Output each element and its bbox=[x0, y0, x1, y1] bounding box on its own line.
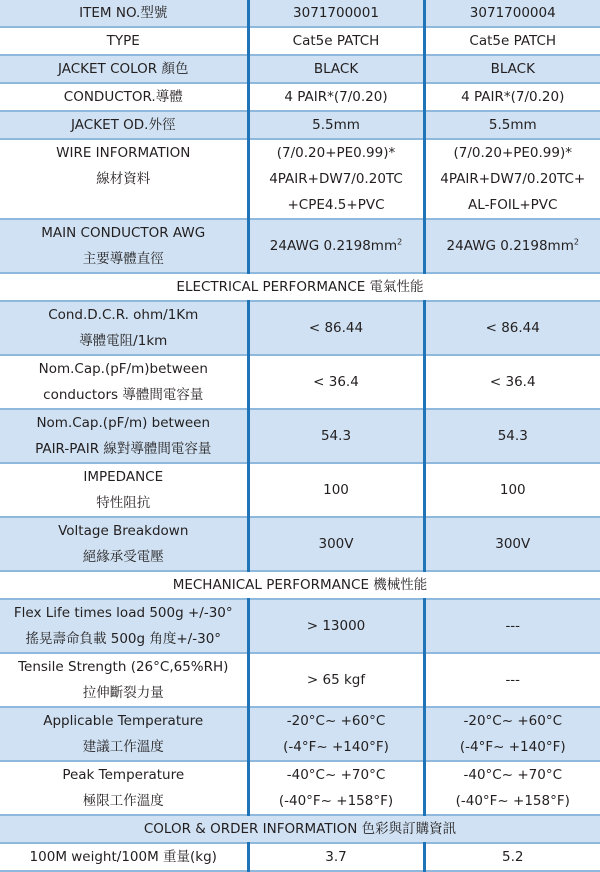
peak-temp-label-zh: 極限工作溫度 bbox=[0, 788, 247, 814]
conductor-2: 4 PAIR*(7/0.20) bbox=[424, 83, 600, 111]
cap-pair-label bbox=[0, 409, 248, 463]
wire-info-label-en: WIRE INFORMATION bbox=[0, 140, 247, 166]
main-awg-2-sup: 2 bbox=[574, 238, 579, 247]
main-awg-1-value: 24AWG 0.2198mm bbox=[270, 238, 397, 254]
wire-info-2-line-2: 4PAIR+DW7/0.20TC+ bbox=[426, 166, 600, 192]
dcr-label-en: Cond.D.C.R. ohm/1Km bbox=[0, 302, 247, 328]
jacket-color-1: BLACK bbox=[248, 55, 424, 83]
row-voltage bbox=[0, 517, 600, 571]
dcr-1: < 86.44 bbox=[248, 301, 424, 355]
weight-1: 3.7 bbox=[248, 843, 424, 871]
row-type bbox=[0, 27, 600, 55]
wire-info-1 bbox=[248, 139, 424, 219]
impedance-label-en: IMPEDANCE bbox=[0, 464, 247, 490]
main-awg-1-sup: 2 bbox=[397, 238, 402, 247]
jacket-od-2: 5.5mm bbox=[424, 111, 600, 139]
app-temp-2-c: -20°C~ +60°C bbox=[426, 708, 600, 734]
row-weight bbox=[0, 843, 600, 871]
app-temp-2-f: (-4°F~ +140°F) bbox=[426, 734, 600, 760]
cap-pair-label-en: Nom.Cap.(pF/m) between bbox=[0, 410, 247, 436]
wire-info-2-line-3: AL-FOIL+PVC bbox=[426, 192, 600, 218]
app-temp-2 bbox=[424, 707, 600, 761]
row-tensile bbox=[0, 653, 600, 707]
item-no-2: 3071700004 bbox=[424, 0, 600, 27]
item-no-label: ITEM NO.型號 bbox=[0, 0, 248, 27]
tensile-1: > 65 kgf bbox=[248, 653, 424, 707]
row-dcr bbox=[0, 301, 600, 355]
weight-2: 5.2 bbox=[424, 843, 600, 871]
cap-conductors-2: < 36.4 bbox=[424, 355, 600, 409]
jacket-od-1: 5.5mm bbox=[248, 111, 424, 139]
peak-temp-2 bbox=[424, 761, 600, 815]
cap-pair-1: 54.3 bbox=[248, 409, 424, 463]
voltage-label bbox=[0, 517, 248, 571]
peak-temp-2-f: (-40°F~ +158°F) bbox=[426, 788, 600, 814]
jacket-color-2: BLACK bbox=[424, 55, 600, 83]
cap-conductors-label-zh: conductors 導體間電容量 bbox=[0, 382, 247, 408]
type-label: TYPE bbox=[0, 27, 248, 55]
voltage-2: 300V bbox=[424, 517, 600, 571]
main-awg-label bbox=[0, 219, 248, 273]
row-item-no bbox=[0, 0, 600, 27]
peak-temp-1 bbox=[248, 761, 424, 815]
row-applicable-temp bbox=[0, 707, 600, 761]
tensile-label-en: Tensile Strength (26°C,65%RH) bbox=[0, 654, 247, 680]
wire-info-2 bbox=[424, 139, 600, 219]
cap-conductors-label bbox=[0, 355, 248, 409]
voltage-label-en: Voltage Breakdown bbox=[0, 518, 247, 544]
app-temp-label bbox=[0, 707, 248, 761]
impedance-1: 100 bbox=[248, 463, 424, 517]
dcr-label bbox=[0, 301, 248, 355]
type-2: Cat5e PATCH bbox=[424, 27, 600, 55]
cap-pair-label-zh: PAIR-PAIR 線對導體間電容量 bbox=[0, 436, 247, 462]
conductor-1: 4 PAIR*(7/0.20) bbox=[248, 83, 424, 111]
wire-info-1-line-2: 4PAIR+DW7/0.20TC bbox=[250, 166, 423, 192]
peak-temp-label bbox=[0, 761, 248, 815]
main-awg-1 bbox=[248, 219, 424, 273]
tensile-2: --- bbox=[424, 653, 600, 707]
wire-info-2-line-1: (7/0.20+PE0.99)* bbox=[426, 140, 600, 166]
peak-temp-1-f: (-40°F~ +158°F) bbox=[250, 788, 423, 814]
row-conductor bbox=[0, 83, 600, 111]
flex-label bbox=[0, 599, 248, 653]
peak-temp-1-c: -40°C~ +70°C bbox=[250, 762, 423, 788]
voltage-label-zh: 絕緣承受電壓 bbox=[0, 544, 247, 570]
app-temp-1-f: (-4°F~ +140°F) bbox=[250, 734, 423, 760]
row-jacket-color bbox=[0, 55, 600, 83]
row-wire-info bbox=[0, 139, 600, 219]
row-cap-pair bbox=[0, 409, 600, 463]
conductor-label: CONDUCTOR.導體 bbox=[0, 83, 248, 111]
flex-1: > 13000 bbox=[248, 599, 424, 653]
row-flex-life bbox=[0, 599, 600, 653]
row-jacket-od bbox=[0, 111, 600, 139]
mechanical-title: MECHANICAL PERFORMANCE 機械性能 bbox=[0, 571, 600, 599]
type-1: Cat5e PATCH bbox=[248, 27, 424, 55]
color-order-title: COLOR & ORDER INFORMATION 色彩與訂購資訊 bbox=[0, 815, 600, 843]
voltage-1: 300V bbox=[248, 517, 424, 571]
impedance-label-zh: 特性阻抗 bbox=[0, 490, 247, 516]
app-temp-1 bbox=[248, 707, 424, 761]
peak-temp-label-en: Peak Temperature bbox=[0, 762, 247, 788]
main-awg-2-value: 24AWG 0.2198mm bbox=[447, 238, 574, 254]
section-electrical bbox=[0, 273, 600, 301]
item-no-1: 3071700001 bbox=[248, 0, 424, 27]
flex-label-en: Flex Life times load 500g +/-30° bbox=[0, 600, 247, 626]
dcr-label-zh: 導體電阻/1km bbox=[0, 328, 247, 354]
jacket-color-label: JACKET COLOR 顏色 bbox=[0, 55, 248, 83]
app-temp-label-en: Applicable Temperature bbox=[0, 708, 247, 734]
impedance-label bbox=[0, 463, 248, 517]
app-temp-label-zh: 建議工作溫度 bbox=[0, 734, 247, 760]
cap-pair-2: 54.3 bbox=[424, 409, 600, 463]
row-peak-temp bbox=[0, 761, 600, 815]
row-main-awg bbox=[0, 219, 600, 273]
wire-info-label bbox=[0, 139, 248, 219]
tensile-label bbox=[0, 653, 248, 707]
wire-info-label-zh: 線材資料 bbox=[0, 166, 247, 192]
row-impedance bbox=[0, 463, 600, 517]
main-awg-label-en: MAIN CONDUCTOR AWG bbox=[0, 220, 247, 246]
wire-info-1-line-1: (7/0.20+PE0.99)* bbox=[250, 140, 423, 166]
impedance-2: 100 bbox=[424, 463, 600, 517]
app-temp-1-c: -20°C~ +60°C bbox=[250, 708, 423, 734]
electrical-title: ELECTRICAL PERFORMANCE 電氣性能 bbox=[0, 273, 600, 301]
dcr-2: < 86.44 bbox=[424, 301, 600, 355]
tensile-label-zh: 拉伸斷裂力量 bbox=[0, 680, 247, 706]
flex-label-zh: 搖晃壽命負載 500g 角度+/-30° bbox=[0, 626, 247, 652]
peak-temp-2-c: -40°C~ +70°C bbox=[426, 762, 600, 788]
section-color-order bbox=[0, 815, 600, 843]
wire-info-1-line-3: +CPE4.5+PVC bbox=[250, 192, 423, 218]
cap-conductors-1: < 36.4 bbox=[248, 355, 424, 409]
section-mechanical bbox=[0, 571, 600, 599]
cap-conductors-label-en: Nom.Cap.(pF/m)between bbox=[0, 356, 247, 382]
main-awg-2 bbox=[424, 219, 600, 273]
jacket-od-label: JACKET OD.外徑 bbox=[0, 111, 248, 139]
row-cap-conductors bbox=[0, 355, 600, 409]
main-awg-label-zh: 主要導體直徑 bbox=[0, 246, 247, 272]
flex-2: --- bbox=[424, 599, 600, 653]
weight-label: 100M weight/100M 重量(kg) bbox=[0, 843, 248, 871]
